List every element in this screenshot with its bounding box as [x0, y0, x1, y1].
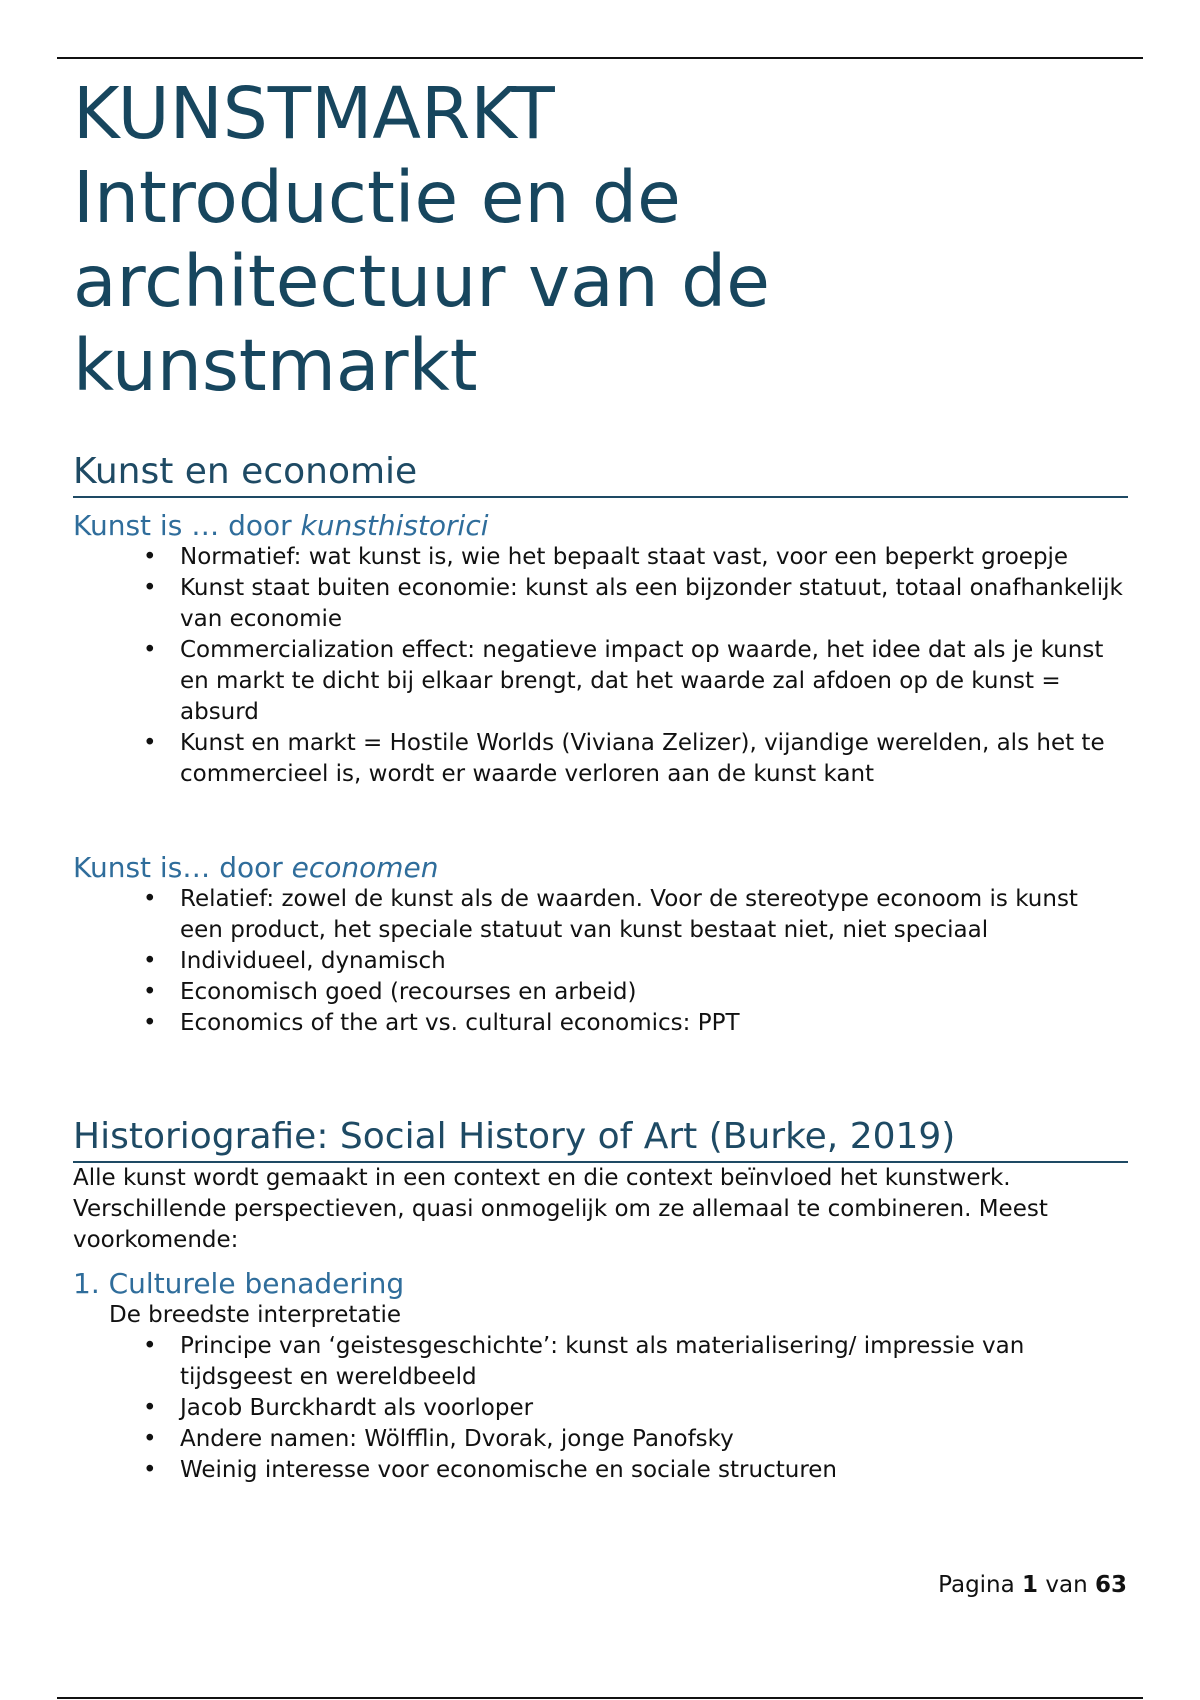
document-title — [73, 72, 1128, 408]
page-label: Pagina — [938, 1572, 1015, 1598]
list-item: • Economics of the art vs. cultural economics: PPT — [73, 1008, 1128, 1039]
title-line: kunstmarkt — [73, 324, 478, 407]
culturele-benadering-list — [73, 1331, 1128, 1486]
subheading-culturele-benadering: 1. Culturele benadering — [73, 1267, 405, 1300]
list-item: • Normatief: wat kunst is, wie het bepaalt staat vast, voor een beperkt groepje — [73, 542, 1128, 573]
list-item: • Kunst en markt = Hostile Worlds (Viviana Zelizer), vijandige werelden, als het te commercieel is, wordt er waarde verloren aan de kunst kant — [73, 728, 1128, 790]
subheading-kunsthistorici — [73, 510, 1128, 542]
subheading-emphasis: economen — [291, 851, 439, 884]
title-line: Introductie en de — [73, 156, 681, 239]
kunsthistorici-list — [73, 542, 1128, 790]
list-item: • Weinig interesse voor economische en sociale structuren — [73, 1455, 1128, 1486]
document-body — [73, 72, 1128, 1486]
list-item: • Kunst staat buiten economie: kunst als een bijzonder statuut, totaal onafhankelijk van economie — [73, 573, 1128, 635]
list-item: • Commercialization effect: negatieve impact op waarde, het idee dat als je kunst en markt te dicht bij elkaar brengt, dat het waarde zal afdoen op de kunst = absurd — [73, 635, 1128, 728]
current-page: 1 — [1022, 1572, 1039, 1598]
list-item: • Relatief: zowel de kunst als de waarden. Voor de stereotype econoom is kunst een product, het speciale statuut van kunst bestaat niet, niet speciaal — [73, 884, 1128, 946]
list-item: • Andere namen: Wölfflin, Dvorak, jonge Panofsky — [73, 1424, 1128, 1455]
subheading-prefix: Kunst is … door — [73, 509, 301, 542]
page-of: van — [1045, 1572, 1088, 1598]
economen-list — [73, 884, 1128, 1039]
title-line: architectuur van de — [73, 240, 770, 323]
subheading-emphasis: kunsthistorici — [300, 509, 489, 542]
list-item: • Principe van ‘geistesgeschichte’: kunst als materialisering/ impressie van tijdsgeest en wereldbeeld — [73, 1331, 1128, 1393]
section-heading-historiografie: Historiografie: Social History of Art (Burke, 2019) — [73, 1115, 1128, 1163]
subheading-economen — [73, 852, 1128, 884]
list-item: • Jacob Burckhardt als voorloper — [73, 1393, 1128, 1424]
bottom-rule — [57, 1697, 1143, 1699]
top-rule — [57, 57, 1143, 59]
intro-paragraph: Alle kunst wordt gemaakt in een context en die context beïnvloed het kunstwerk. Verschillende perspectieven, quasi onmogelijk om ze allemaal te combineren. Meest voorkomende: — [73, 1165, 1048, 1253]
list-item: • Individueel, dynamisch — [73, 946, 1128, 977]
title-line: KUNSTMARKT — [73, 72, 555, 155]
total-pages: 63 — [1094, 1572, 1127, 1598]
section-heading-kunst-en-economie: Kunst en economie — [73, 450, 1128, 498]
list-item: • Economisch goed (recourses en arbeid) — [73, 977, 1128, 1008]
lead-text: De breedste interpretatie — [109, 1302, 402, 1328]
page-number — [938, 1570, 1127, 1600]
subheading-prefix: Kunst is… door — [73, 851, 292, 884]
